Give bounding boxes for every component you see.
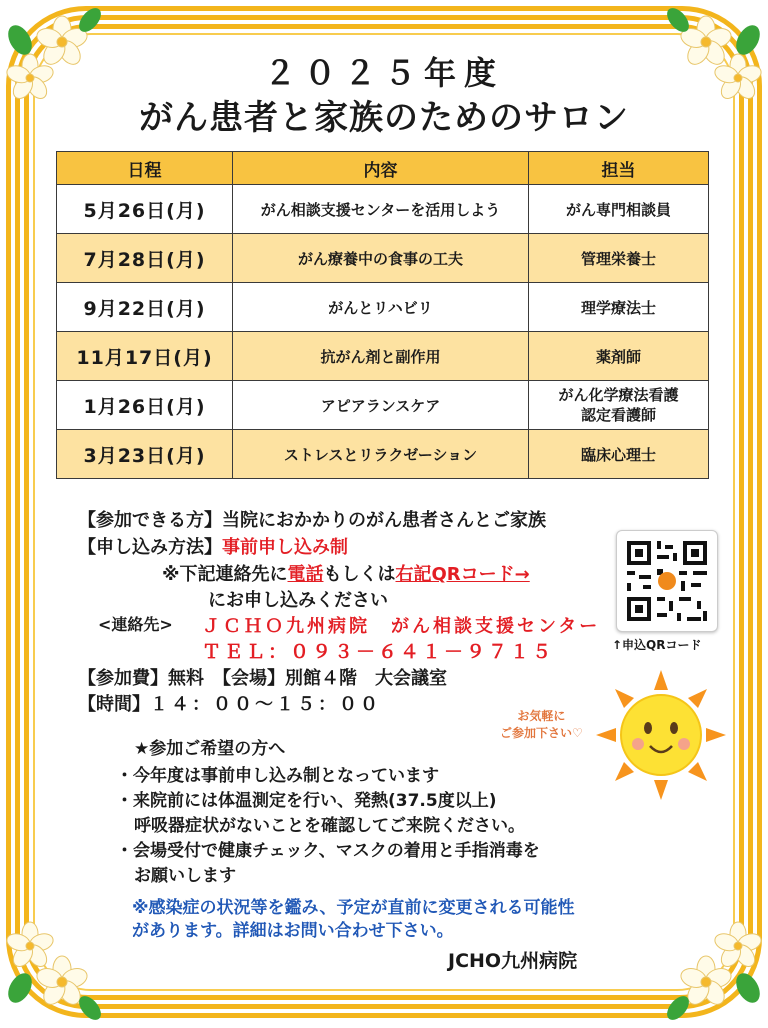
row-date: 9月22日(月) [57, 283, 233, 332]
note-item: ・会場受付で健康チェック、マスクの着用と手指消毒を [116, 841, 540, 861]
fee-label: 【参加費】 [78, 668, 168, 689]
flower-decoration-bottom-left [0, 904, 120, 1024]
time-line [78, 690, 381, 716]
eligible-label: 【参加できる方】 [78, 510, 222, 531]
qr-code[interactable] [616, 530, 718, 632]
time-label: 【時間】 [78, 694, 150, 715]
apply-line [78, 533, 348, 559]
apply-note-phone: 電話 [287, 564, 324, 585]
row-topic: 抗がん剤と副作用 [233, 332, 529, 381]
table-row [57, 234, 709, 283]
row-staff: 臨床心理士 [529, 430, 709, 479]
table-row [57, 381, 709, 430]
sun-speech-line: お気軽に [517, 709, 566, 723]
footer-org: JCHO九州病院 [448, 950, 578, 972]
sun-illustration [596, 670, 726, 800]
eligible-line [78, 506, 546, 532]
table-row [57, 430, 709, 479]
sun-speech [500, 708, 583, 742]
schedule-table [56, 151, 709, 479]
venue-value: 別館４階 大会議室 [285, 668, 447, 689]
row-staff: がん専門相談員 [529, 185, 709, 234]
fee-venue-line [78, 664, 447, 690]
apply-label: 【申し込み方法】 [78, 537, 222, 558]
header-staff: 担当 [529, 152, 709, 185]
note-item: ・来院前には体温測定を行い、発熱(37.5度以上) [116, 791, 497, 811]
note-item: お願いします [134, 866, 236, 886]
row-date: 1月26日(月) [57, 381, 233, 430]
page-title: がん患者と家族のためのサロン [139, 98, 629, 138]
flower-decoration-bottom-right [648, 904, 768, 1024]
note-item: ・今年度は事前申し込み制となっています [116, 766, 439, 786]
row-staff: 管理栄養士 [529, 234, 709, 283]
row-staff: 薬剤師 [529, 332, 709, 381]
row-staff [529, 381, 709, 430]
apply-note-mid: もしくは [323, 564, 396, 585]
apply-note-qr: 右記QRコード→ [395, 564, 530, 585]
row-topic: アピアランスケア [233, 381, 529, 430]
row-staff-line: がん化学療法看護 [558, 386, 679, 404]
apply-value: 事前申し込み制 [222, 537, 348, 558]
sun-icon [596, 670, 726, 800]
fee-value: 無料 [168, 668, 204, 689]
qr-code-icon [617, 531, 717, 631]
row-topic: ストレスとリラクゼーション [233, 430, 529, 479]
note-item: 呼吸器症状がないことを確認してご来院ください。 [134, 816, 525, 836]
time-value: １４：００～１５：００ [150, 694, 381, 715]
apply-note-line [162, 560, 530, 586]
row-date: 3月23日(月) [57, 430, 233, 479]
warning-line: があります。詳細はお問い合わせ下さい。 [132, 921, 454, 941]
contact-label: <連絡先> [98, 615, 173, 634]
table-row [57, 283, 709, 332]
page-title-year: ２０２５年度 [263, 54, 504, 92]
table-row [57, 185, 709, 234]
row-date: 5月26日(月) [57, 185, 233, 234]
venue-label: 【会場】 [222, 668, 285, 689]
header-topic: 内容 [233, 152, 529, 185]
row-staff-line: 認定看護師 [580, 406, 656, 424]
qr-caption: ↑申込QRコード [612, 638, 702, 652]
contact-tel: ＴＥＬ：０９３－６４１－９７１５ [202, 641, 555, 663]
row-date: 7月28日(月) [57, 234, 233, 283]
apply-note-end: にお申し込みください [208, 590, 388, 611]
contact-org: ＪＣＨＯ九州病院 がん相談支援センター [202, 616, 601, 637]
header-date: 日程 [57, 152, 233, 185]
table-header-row [57, 152, 709, 185]
table-row [57, 332, 709, 381]
row-date: 11月17日(月) [57, 332, 233, 381]
sun-speech-line: ご参加下さい♡ [500, 726, 583, 740]
row-topic: がん療養中の食事の工夫 [233, 234, 529, 283]
row-topic: がんとリハビリ [233, 283, 529, 332]
apply-note-pre: ※下記連絡先に [162, 564, 288, 585]
eligible-value: 当院におかかりのがん患者さんとご家族 [222, 510, 546, 531]
warning-line: ※感染症の状況等を鑑み、予定が直前に変更される可能性 [132, 898, 575, 918]
notes-heading: ★参加ご希望の方へ [134, 739, 286, 759]
row-topic: がん相談支援センターを活用しよう [233, 185, 529, 234]
row-staff: 理学療法士 [529, 283, 709, 332]
